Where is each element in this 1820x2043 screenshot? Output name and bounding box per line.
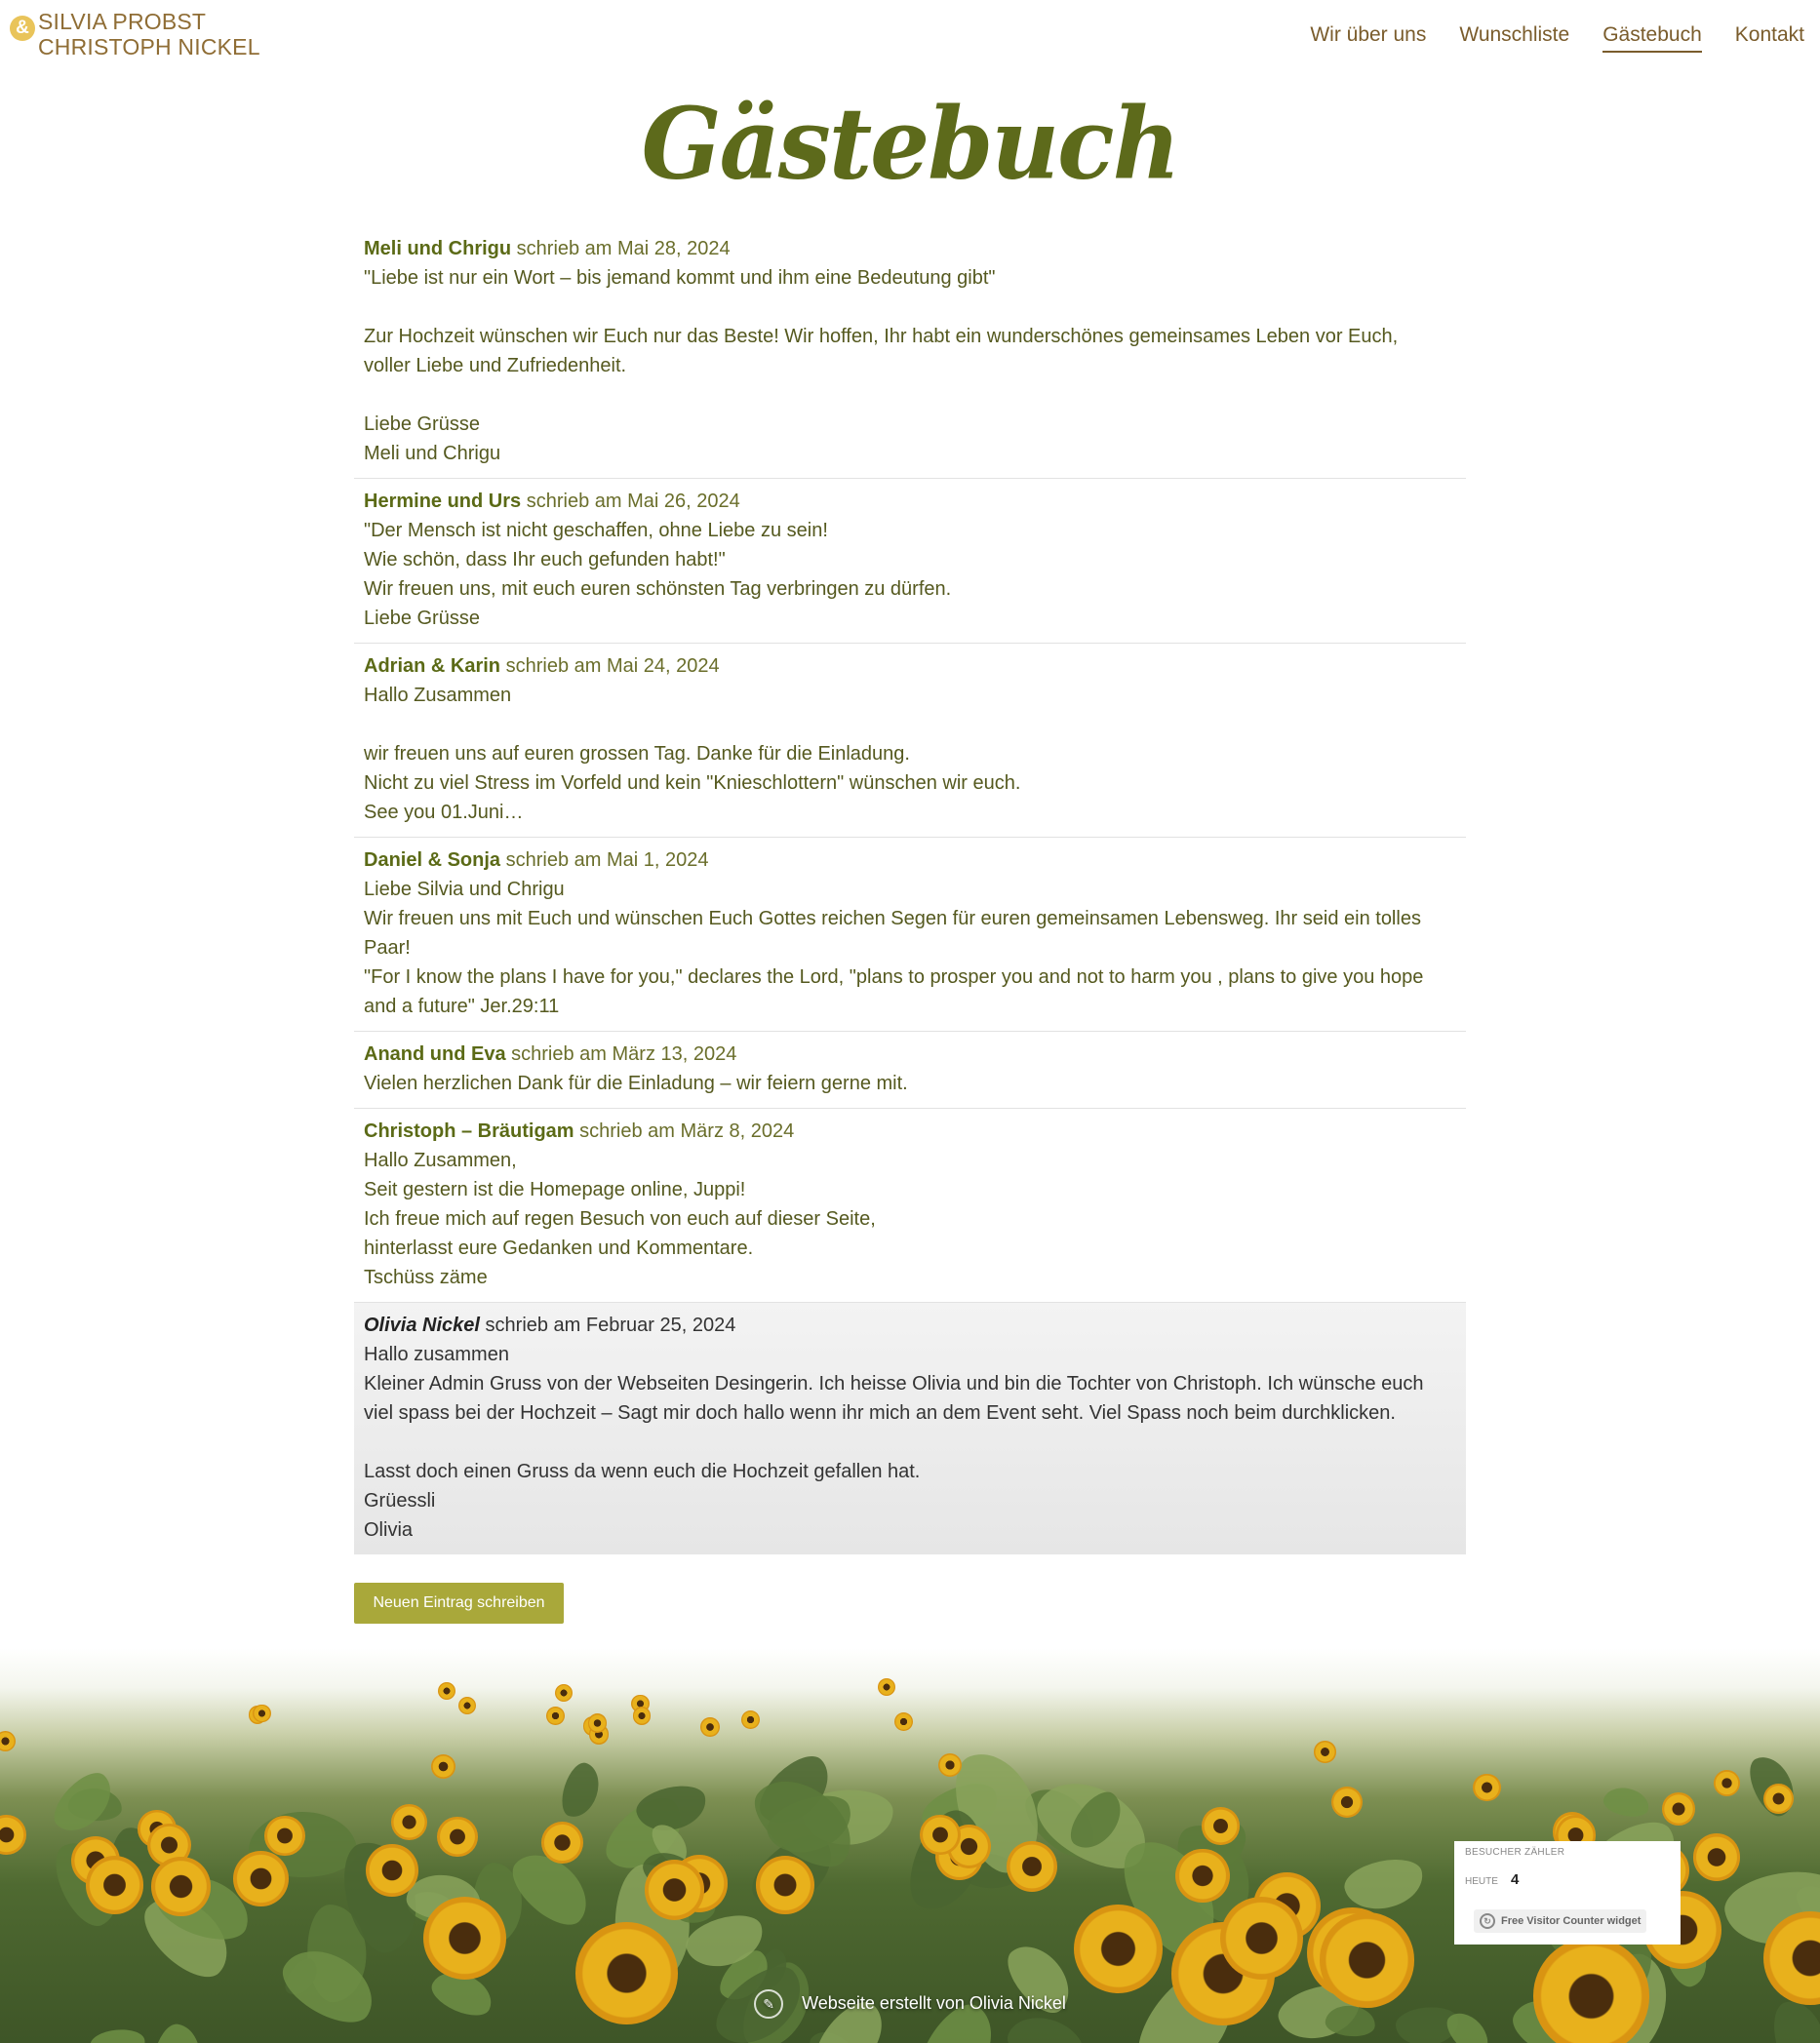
entry-text-line: Paar! (364, 937, 411, 959)
sunflower-shape (645, 1860, 705, 1920)
guestbook-entry (354, 1032, 1466, 1109)
sunflower-shape (1714, 1770, 1741, 1797)
sunflower-shape (1314, 1741, 1335, 1762)
guestbook-entry (354, 226, 1466, 479)
sunflower-shape (546, 1707, 565, 1725)
entry-text-line: Tschüss zäme (364, 1267, 488, 1288)
sunflower-shape (555, 1684, 573, 1702)
leaf-shape (1340, 1853, 1427, 1916)
sunflower-shape (438, 1682, 455, 1700)
sunflower-shape (264, 1816, 305, 1857)
sunflower-shape (86, 1856, 144, 1914)
sunflower-shape (423, 1897, 506, 1980)
logo-ampersand-icon: & (10, 16, 35, 41)
entry-text-line: viel spass bei der Hochzeit – Sagt mir doch hallo wenn ihr mich an dem Event seht. Viel Spass noch beim durchklicken. (364, 1402, 1396, 1424)
sunflower-shape (1662, 1792, 1695, 1826)
entry-text-line: "Der Mensch ist nicht geschaffen, ohne Liebe zu sein! (364, 520, 828, 541)
entry-text-line (364, 293, 1456, 322)
entry-text-line: Ich freue mich auf regen Besuch von euch auf dieser Seite, (364, 1208, 876, 1230)
site-header (0, 0, 1820, 78)
leaf-shape (557, 1758, 606, 1822)
entry-text-line: Lasst doch einen Gruss da wenn euch die Hochzeit gefallen hat. (364, 1461, 921, 1482)
leaf-shape (90, 2028, 147, 2043)
entry-author: Meli und Chrigu (364, 238, 512, 259)
footer-credit-text: Webseite erstellt von Olivia Nickel (802, 1992, 1066, 2013)
entry-text-line: Wir freuen uns, mit euch euren schönsten Tag verbringen zu dürfen. (364, 578, 952, 600)
guestbook-entries (354, 226, 1466, 1554)
sunflower-shape (1175, 1849, 1230, 1904)
logo-line-2: CHRISTOPH NICKEL (38, 34, 260, 59)
entry-text-line: hinterlasst eure Gedanken und Kommentare. (364, 1238, 754, 1259)
sunflower-shape (151, 1857, 210, 1915)
sunflower-shape (756, 1856, 814, 1914)
entry-text-line: Meli und Chrigu (364, 443, 501, 464)
main-nav (1310, 23, 1804, 53)
sunflower-shape (1202, 1807, 1240, 1845)
entry-date: schrieb am Mai 28, 2024 (516, 238, 731, 259)
entry-header (364, 845, 1456, 875)
sunflower-shape (431, 1754, 455, 1779)
counter-link[interactable] (1474, 1909, 1646, 1933)
counter-link-label: Free Visitor Counter widget (1501, 1915, 1642, 1927)
entry-text-line: Zur Hochzeit wünschen wir Euch nur das Beste! Wir hoffen, Ihr habt ein wunderschönes gemeinsames Leben vor Euch, (364, 326, 1399, 347)
sunflower-shape (920, 1815, 960, 1855)
entry-text-line: and a future" Jer.29:11 (364, 996, 560, 1017)
entry-text-line: wir freuen uns auf euren grossen Tag. Danke für die Einladung. (364, 743, 910, 765)
entry-text-line: Kleiner Admin Gruss von der Webseiten Desingerin. Ich heisse Olivia und bin die Tochter von Christoph. Ich wünsche euch (364, 1373, 1424, 1395)
entry-date: schrieb am März 13, 2024 (511, 1043, 737, 1065)
page-title: Gästebuch (641, 86, 1179, 202)
entry-text-line: Liebe Silvia und Chrigu (364, 879, 565, 900)
sunflower-shape (1220, 1897, 1303, 1980)
guestbook-entry (354, 1109, 1466, 1303)
entry-date: schrieb am Mai 1, 2024 (505, 849, 709, 871)
entry-text-line: Nicht zu viel Stress im Vorfeld und kein "Knieschlottern" wünschen wir euch. (364, 772, 1021, 794)
entry-text-line: Liebe Grüsse (364, 608, 480, 629)
sunflower-shape (878, 1678, 895, 1696)
entry-author: Daniel & Sonja (364, 849, 501, 871)
entry-text-line: Vielen herzlichen Dank für die Einladung – wir feiern gerne mit. (364, 1073, 908, 1094)
entry-text-line: Hallo zusammen (364, 1344, 509, 1365)
entry-date: schrieb am Mai 24, 2024 (505, 655, 720, 677)
entry-text-line: Olivia (364, 1519, 414, 1541)
entry-date: schrieb am Mai 26, 2024 (526, 491, 740, 512)
guestbook-entry (354, 838, 1466, 1032)
entry-text-line: Hallo Zusammen (364, 685, 512, 706)
counter-today-value: 4 (1511, 1871, 1520, 1888)
sunflower-shape (366, 1844, 418, 1897)
entry-text-line: Liebe Grüsse (364, 413, 480, 435)
visitor-counter-widget (1454, 1841, 1681, 1945)
entry-date: schrieb am Februar 25, 2024 (485, 1315, 736, 1336)
sunflower-shape (437, 1817, 478, 1858)
entry-text-line: Wie schön, dass Ihr euch gefunden habt!" (364, 549, 726, 570)
nav-item-kontakt[interactable]: Kontakt (1734, 23, 1804, 46)
logo-line-1: SILVIA PROBST (38, 9, 207, 34)
entry-text-line (364, 710, 1456, 739)
entry-text-line: voller Liebe und Zufriedenheit. (364, 355, 627, 376)
entry-text-line (364, 1428, 1456, 1457)
counter-refresh-icon: ↻ (1480, 1913, 1495, 1929)
entry-header (364, 651, 1456, 681)
entry-text-line: Hallo Zusammen, (364, 1150, 517, 1171)
sunflower-shape (391, 1804, 427, 1840)
sunflower-shape (1074, 1905, 1163, 1993)
sunflower-shape (253, 1705, 271, 1723)
entry-header (364, 1311, 1456, 1340)
entry-author: Adrian & Karin (364, 655, 501, 677)
designer-logo-icon: ✎ (754, 1989, 783, 2019)
sunflower-shape (1331, 1787, 1363, 1818)
leaf-shape (1602, 1784, 1652, 1821)
entry-header (364, 1117, 1456, 1146)
sunflower-shape (588, 1713, 607, 1732)
entry-text-line (364, 380, 1456, 410)
entry-text-line: Grüessli (364, 1490, 436, 1512)
counter-title: BESUCHER ZÄHLER (1465, 1847, 1565, 1858)
entry-author: Olivia Nickel (364, 1315, 480, 1336)
sunflower-shape (700, 1717, 720, 1737)
entry-text-line: Wir freuen uns mit Euch und wünschen Euch Gottes reichen Segen für euren gemeinsamen Lebensweg. Ihr seid ein tolles (364, 908, 1421, 929)
entry-header (364, 1040, 1456, 1069)
guestbook-entry (354, 644, 1466, 838)
sunflower-shape (541, 1822, 584, 1865)
sunflower-shape (458, 1697, 476, 1714)
entry-author: Hermine und Urs (364, 491, 522, 512)
nav-item-wunschliste[interactable]: Wunschliste (1459, 23, 1570, 46)
entry-text-line: "For I know the plans I have for you," declares the Lord, "plans to prosper you and not to harm you , plans to give you hope (364, 966, 1424, 988)
sunflower-shape (1473, 1774, 1501, 1802)
new-entry-button[interactable]: Neuen Eintrag schreiben (354, 1583, 564, 1624)
entry-text-line: Seit gestern ist die Homepage online, Juppi! (364, 1179, 746, 1200)
sunflower-shape (1007, 1841, 1057, 1892)
sunflower-shape (233, 1851, 289, 1906)
logo-text (38, 9, 260, 59)
guestbook-entry (354, 479, 1466, 644)
leaf-shape (146, 2022, 206, 2043)
entry-date: schrieb am März 8, 2024 (579, 1120, 795, 1142)
entry-author: Christoph – Bräutigam (364, 1120, 574, 1142)
sunflower-shape (741, 1710, 760, 1729)
nav-item-gaestebuch[interactable]: Gästebuch (1602, 23, 1702, 53)
counter-today-label: HEUTE (1465, 1876, 1498, 1887)
entry-text-line: See you 01.Juni… (364, 802, 524, 823)
guestbook-entry (354, 1303, 1466, 1554)
entry-author: Anand und Eva (364, 1043, 506, 1065)
entry-header (364, 234, 1456, 263)
entry-text-line: "Liebe ist nur ein Wort – bis jemand kommt und ihm eine Bedeutung gibt" (364, 267, 996, 289)
entry-header (364, 487, 1456, 516)
sunflower-shape (0, 1731, 16, 1751)
sunflower-shape (1693, 1833, 1741, 1881)
nav-item-wir-ueber-uns[interactable]: Wir über uns (1310, 23, 1427, 46)
site-logo[interactable] (10, 9, 260, 59)
sunflower-shape (894, 1712, 913, 1731)
sunflower-shape (0, 1815, 26, 1855)
sunflower-shape (633, 1707, 652, 1725)
footer-credit (0, 1989, 1820, 2019)
